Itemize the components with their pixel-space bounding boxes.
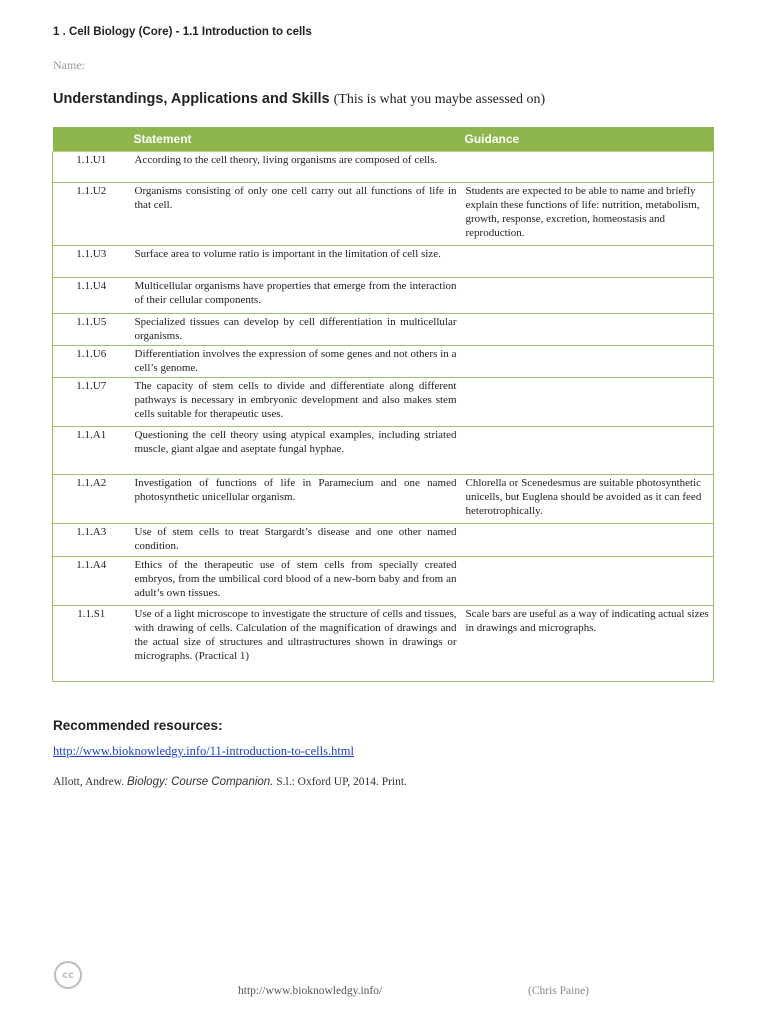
citation [53, 776, 407, 788]
section-title: Understandings, Applications and Skills [53, 91, 330, 107]
row-code: 1.1.U7 [53, 378, 130, 427]
row-guidance [461, 524, 714, 557]
row-guidance [461, 378, 714, 427]
row-code: 1.1.A2 [53, 475, 130, 524]
row-code: 1.1.U2 [53, 183, 130, 246]
table-row [53, 606, 714, 682]
row-code: 1.1.U3 [53, 246, 130, 278]
name-label: Name: [53, 58, 85, 72]
creative-commons-icon: cc [54, 961, 82, 989]
row-code: 1.1.U4 [53, 278, 130, 314]
table-row [53, 278, 714, 314]
table-row [53, 557, 714, 606]
table-row [53, 152, 714, 183]
row-statement: Specialized tissues can develop by cell differentiation in multicellular organisms. [130, 314, 461, 346]
row-statement: Investigation of functions of life in Paramecium and one named photosynthetic unicellular organism. [130, 475, 461, 524]
table-row [53, 378, 714, 427]
row-statement: Surface area to volume ratio is important in the limitation of cell size. [130, 246, 461, 278]
row-code: 1.1.S1 [53, 606, 130, 682]
header-guidance: Guidance [461, 127, 714, 152]
row-statement: The capacity of stem cells to divide and differentiate along different pathways is necessary in embryonic development and also makes stem cells suitable for therapeutic uses. [130, 378, 461, 427]
footer-author: (Chris Paine) [528, 985, 590, 997]
row-statement: Use of a light microscope to investigate the structure of cells and tissues, with drawing of cells. Calculation of the magnification of drawings and the actual size of structures and ultrastructures shown in drawings or micrographs. (Practical 1) [130, 606, 461, 682]
citation-details: S.l.: Oxford UP, 2014. Print. [276, 776, 407, 788]
row-statement: Use of stem cells to treat Stargardt’s disease and one other named condition. [130, 524, 461, 557]
row-statement: Ethics of the therapeutic use of stem cells from specially created embryos, from the umbilical cord blood of a new-born baby and from an adult’s own tissues. [130, 557, 461, 606]
header-statement: Statement [130, 127, 461, 152]
table-row [53, 183, 714, 246]
row-guidance: Chlorella or Scenedesmus are suitable photosynthetic unicells, but Euglena should be avoided as it can feed heterotrophically. [461, 475, 714, 524]
row-statement: Organisms consisting of only one cell carry out all functions of life in that cell. [130, 183, 461, 246]
row-code: 1.1.A3 [53, 524, 130, 557]
row-code: 1.1.U6 [53, 346, 130, 378]
row-guidance [461, 427, 714, 475]
row-code: 1.1.U1 [53, 152, 130, 183]
header-code [53, 127, 130, 152]
table-row [53, 346, 714, 378]
row-code: 1.1.A1 [53, 427, 130, 475]
citation-author: Allott, Andrew. [53, 776, 125, 788]
table-row [53, 524, 714, 557]
row-guidance [461, 346, 714, 378]
resources-title: Recommended resources: [53, 718, 223, 733]
resource-link[interactable]: http://www.bioknowledgy.info/11-introduction-to-cells.html [53, 744, 355, 758]
table-row [53, 427, 714, 475]
row-statement: According to the cell theory, living organisms are composed of cells. [130, 152, 461, 183]
row-guidance [461, 314, 714, 346]
specification-table [52, 127, 714, 682]
section-subtitle: (This is what you maybe assessed on) [333, 92, 546, 107]
row-statement: Questioning the cell theory using atypical examples, including striated muscle, giant algae and aseptate fungal hyphae. [130, 427, 461, 475]
row-statement: Differentiation involves the expression of some genes and not others in a cell’s genome. [130, 346, 461, 378]
table-row [53, 314, 714, 346]
row-code: 1.1.A4 [53, 557, 130, 606]
row-statement: Multicellular organisms have properties that emerge from the interaction of their cellular components. [130, 278, 461, 314]
row-guidance [461, 152, 714, 183]
footer-url: http://www.bioknowledgy.info/ [238, 985, 383, 997]
table-row [53, 246, 714, 278]
row-guidance [461, 557, 714, 606]
table-row [53, 475, 714, 524]
row-guidance [461, 278, 714, 314]
row-guidance: Students are expected to be able to name and briefly explain these functions of life: nutrition, metabolism, growth, response, excretion, homeostasis and reproduction. [461, 183, 714, 246]
row-guidance [461, 246, 714, 278]
row-guidance: Scale bars are useful as a way of indicating actual sizes in drawings and micrographs. [461, 606, 714, 682]
page-header: 1 . Cell Biology (Core) - 1.1 Introduction to cells [53, 26, 312, 38]
citation-book: Biology: Course Companion. [127, 776, 274, 788]
table-header-row [53, 127, 714, 152]
section-heading [53, 90, 545, 108]
row-code: 1.1.U5 [53, 314, 130, 346]
